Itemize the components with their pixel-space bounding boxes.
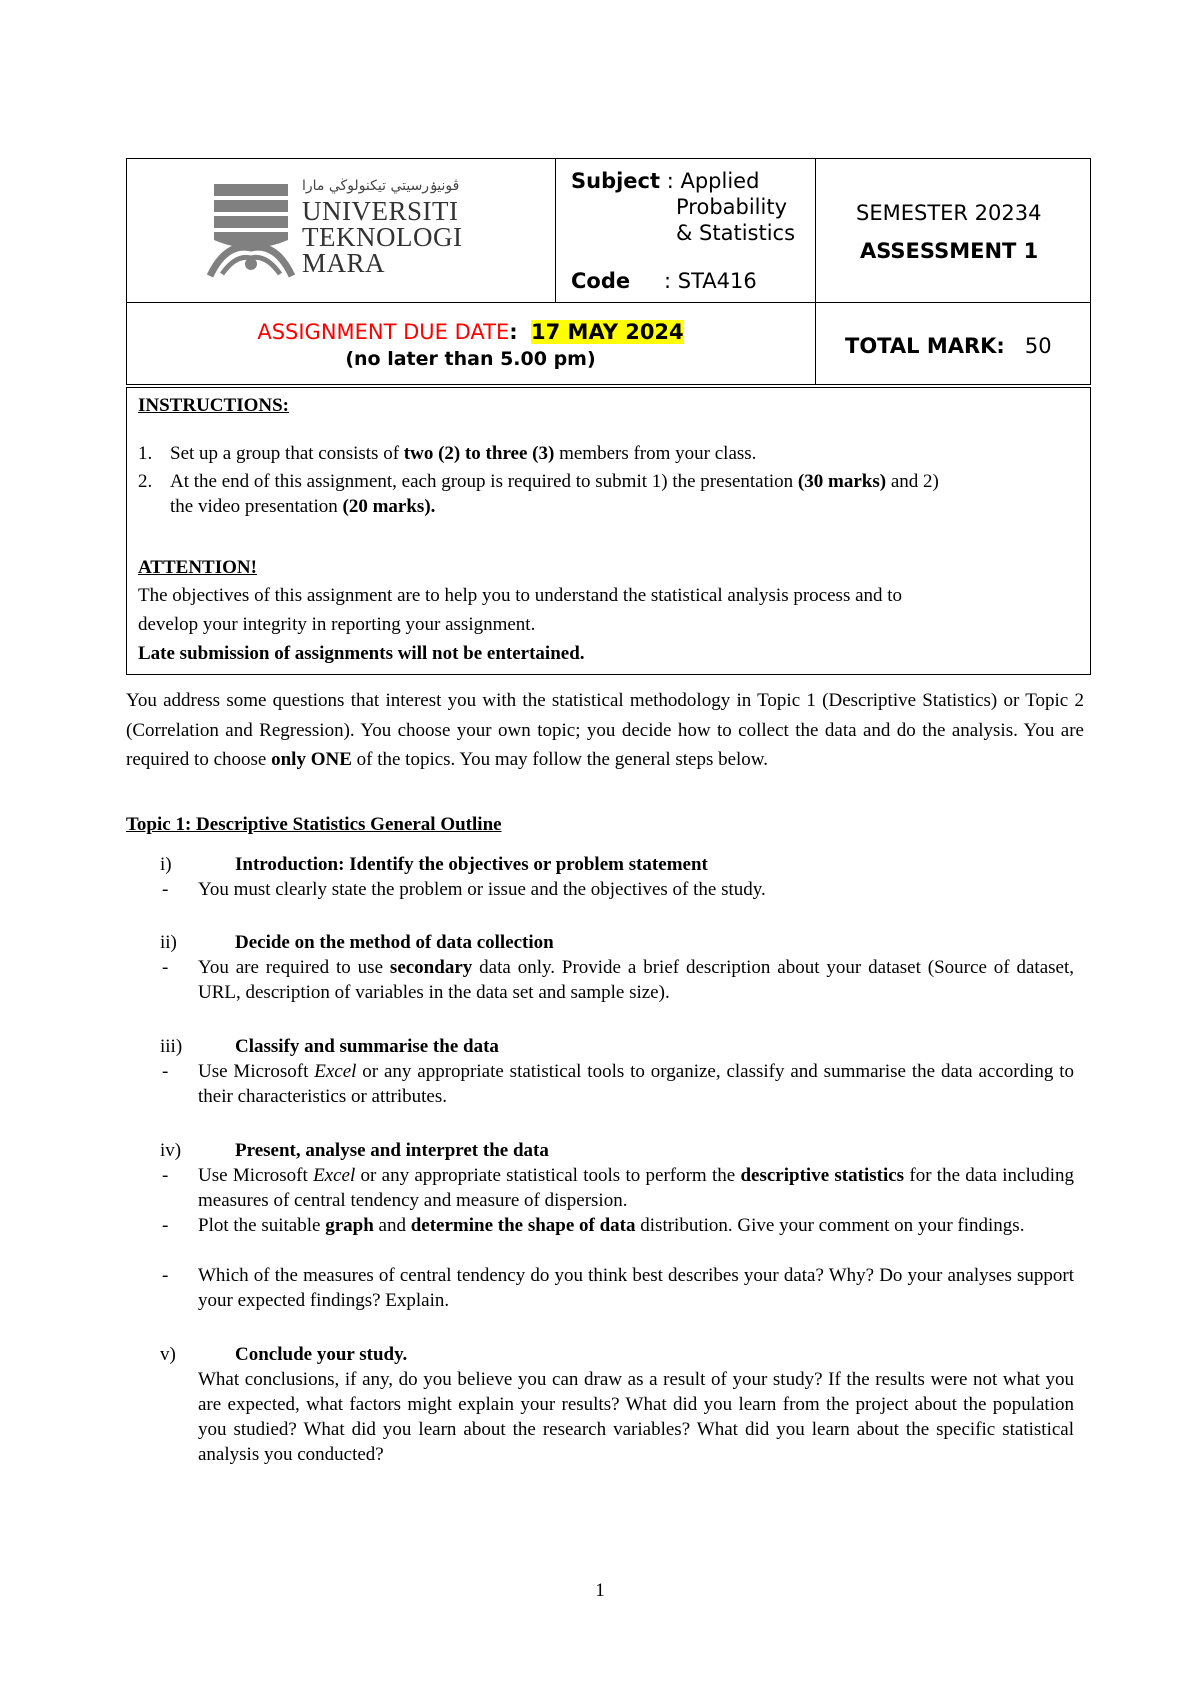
instruction-text: At the end of this assignment, each group is required to submit 1) the presentation [170,471,798,492]
due-date-colon: : [509,320,518,344]
bullet-bold: secondary [389,957,473,978]
instruction-text: members from your class. [554,443,757,464]
assessment-text: ASSESSMENT 1 [860,239,1039,263]
instruction-text: and 2) [886,471,939,492]
step-4-bullet-2 [198,1213,1074,1238]
uitm-emblem-icon [206,178,296,278]
bullet-text: and [373,1215,411,1236]
step-number: iv) [160,1140,182,1161]
bullet-dash: - [162,1061,169,1082]
total-mark-value: 50 [1024,334,1052,358]
bullet-text: You are required to use [198,957,390,978]
bullet-text: or any appropriate statistical tools to perform the [355,1165,741,1186]
step-4-bullet-3: Which of the measures of central tendency do you think best describes your data? Why? Do your analyses support your expected findings? Explain. [198,1265,1074,1311]
logo-line-mara: MARA [302,248,386,278]
intro-bold: only ONE [271,749,352,770]
bullet-dash: - [162,1265,169,1286]
bullet-italic: Excel [313,1165,356,1186]
bullet-dash: - [162,1165,169,1186]
total-mark-label: TOTAL MARK: [845,334,1005,358]
bullet-text: Use Microsoft [198,1061,315,1082]
due-date-note: (no later than 5.00 pm) [345,348,596,370]
instruction-item-2 [170,469,1084,519]
header-divider [555,158,556,303]
due-date-line [126,318,815,346]
bullet-bold: descriptive statistics [740,1165,905,1186]
instruction-bold: (20 marks). [342,496,436,517]
subject-value-line2: Probability [676,195,788,219]
attention-line-1: The objectives of this assignment are to help you to understand the statistical analysis process and to [138,585,903,606]
bullet-italic: Excel [314,1061,357,1082]
bullet-text: data only. Provide a brief description about your dataset (Source of dataset, URL, description of variables in the data set and sample size). [198,957,1075,1003]
intro-text: of the topics. You may follow the general steps below. [351,749,769,770]
instruction-item-number: 1. [138,443,153,464]
step-1-title: Introduction: Identify the objectives or problem statement [235,854,708,875]
page-number: 1 [595,1580,605,1601]
code-label: Code [571,269,631,293]
step-1-bullet-1: You must clearly state the problem or issue and the objectives of the study. [198,879,766,900]
subject-label: Subject [571,169,661,193]
bullet-dash: - [162,957,169,978]
instruction-item-number: 2. [138,471,153,492]
instruction-text: the video presentation [170,496,343,517]
code-value: : STA416 [664,269,757,293]
step-2-bullet-1 [198,955,1074,1005]
step-3-title: Classify and summarise the data [235,1036,499,1057]
bullet-dash: - [162,1215,169,1236]
bullet-text: for the data including measures of central tendency and measure of dispersion. [198,1165,1074,1211]
subject-value-line3: & Statistics [676,221,796,245]
bullet-text: distribution. Give your comment on your findings. [635,1215,1025,1236]
bullet-text: or any appropriate statistical tools to organize, classify and summarise the data according to their characteristics or attributes. [198,1061,1075,1107]
step-number: v) [160,1344,176,1365]
step-4-title: Present, analyse and interpret the data [235,1140,549,1161]
total-mark [845,332,1052,360]
logo-jawi-text: ڤونيۏرسيتي تيكنولوڬي مارا [302,178,460,194]
step-number: ii) [160,932,177,953]
step-5-text: What conclusions, if any, do you believe you can draw as a result of your study? If the results were not what you are expected, what factors might explain your results? What did you learn from the project about the population you studied? What did you learn about the research variables? What did you learn about the specific statistical analysis you conducted? [198,1369,1074,1465]
attention-line-2: develop your integrity in reporting your assignment. [138,614,536,635]
step-3-bullet-1 [198,1059,1074,1109]
header-divider [815,158,816,385]
attention-title: ATTENTION! [138,557,257,578]
step-number: iii) [160,1036,183,1057]
due-date-label: ASSIGNMENT DUE DATE [257,320,510,344]
step-2-title: Decide on the method of data collection [235,932,554,953]
due-date-value: 17 MAY 2024 [531,320,684,344]
late-submission-note: Late submission of assignments will not be entertained. [138,643,585,664]
subject-value: : Applied [666,169,760,193]
bullet-text: Plot the suitable [198,1215,326,1236]
bullet-bold: determine the shape of data [410,1215,636,1236]
step-4-bullet-1 [198,1163,1074,1213]
step-5-title: Conclude your study. [235,1344,408,1365]
instruction-text: Set up a group that consists of [170,443,404,464]
instruction-bold: two (2) to three (3) [403,443,555,464]
logo-line-universiti: UNIVERSITI [302,196,459,226]
intro-paragraph [126,686,1084,775]
logo-line-teknologi: TEKNOLOGI [302,222,463,252]
bullet-text: Use Microsoft [198,1165,314,1186]
instruction-bold: (30 marks) [797,471,887,492]
topic-1-title: Topic 1: Descriptive Statistics General Outline [126,814,502,835]
instructions-title: INSTRUCTIONS: [138,395,289,416]
university-logo [206,178,466,278]
header-divider [126,302,1091,303]
semester-text: SEMESTER 20234 [856,201,1042,225]
subject-cell [571,168,759,194]
bullet-dash: - [162,879,169,900]
instruction-item-1 [170,441,756,466]
bullet-bold: graph [325,1215,374,1236]
intro-text: You address some questions that interest you with the statistical methodology in Topic 1 (Descriptive Statistics) or Topic 2 (Correlation and Regression). You choose your own topic; you decide how to collect the data and do the analysis. You are required to choose [126,690,1084,770]
step-number: i) [160,854,172,875]
